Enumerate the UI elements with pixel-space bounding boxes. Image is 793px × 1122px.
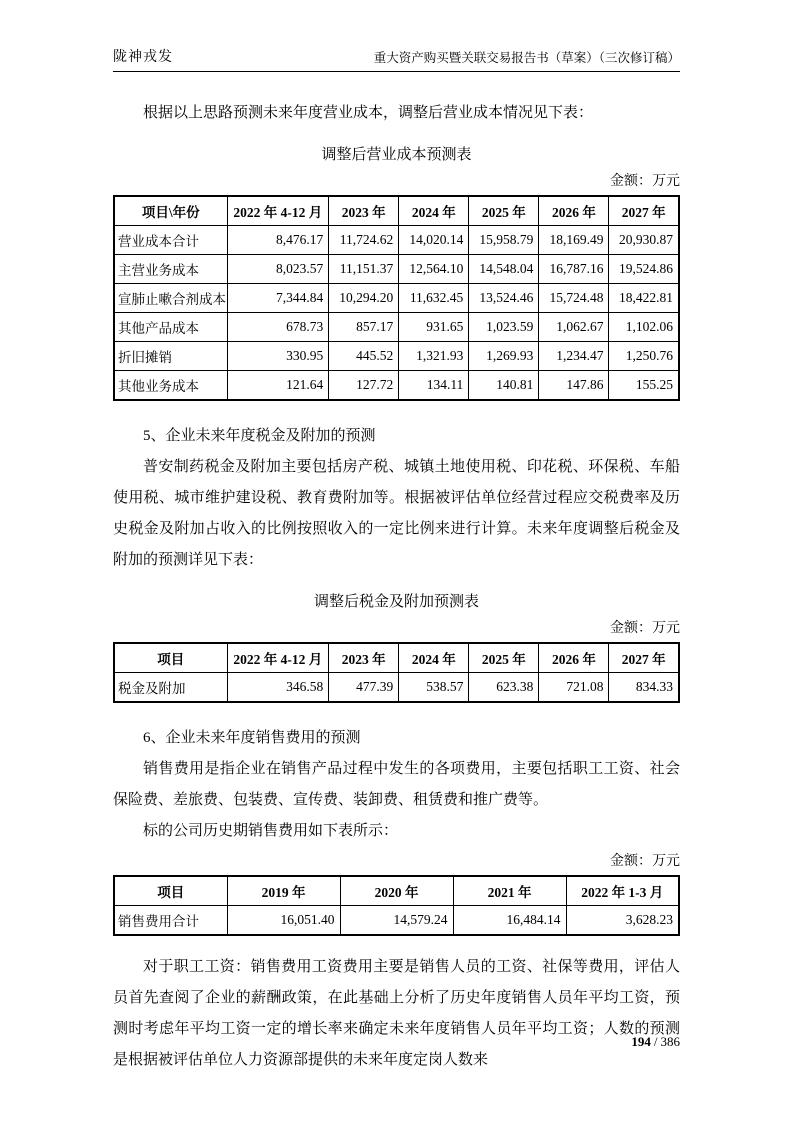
cell-value: 19,524.86 [609,255,679,284]
cell-value: 15,724.48 [539,284,609,313]
column-header: 2021 年 [453,876,566,906]
column-header: 项目\年份 [114,196,227,226]
historical-sales-expense-table [113,875,680,936]
closing-paragraph: 对于职工工资：销售费用工资费用主要是销售人员的工资、社保等费用，评估人员首先查阅了企业的薪酬政策，在此基础上分析了历史年度销售人员年平均工资，预测时考虑年平均工资一定的增长率来确定未来年度销售人员年平均工资；人数的预测是根据被评估单位人力资源部提供的未来年度定岗人数来 [113,959,680,1068]
column-header: 2027 年 [609,196,679,226]
table-row [114,284,679,313]
table-row [114,226,679,255]
section6-paragraph1: 销售费用是指企业在销售产品过程中发生的各项费用，主要包括职工工资、社会保险费、差旅费、包装费、宣传费、装卸费、租赁费和推广费等。 [113,761,680,808]
cell-value: 7,344.84 [227,284,329,313]
cell-value: 10,294.20 [329,284,399,313]
cell-value: 857.17 [329,313,399,342]
operating-cost-forecast-table [113,195,680,401]
cell-value: 11,151.37 [329,255,399,284]
cell-value: 140.81 [469,371,539,401]
cell-value: 1,102.06 [609,313,679,342]
cell-value: 1,234.47 [539,342,609,371]
cell-value: 20,930.87 [609,226,679,255]
column-header: 2020 年 [340,876,453,906]
cell-value: 721.08 [539,673,609,703]
row-label: 宣肺止嗽合剂成本 [114,284,227,313]
column-header: 2019 年 [227,876,340,906]
tax-table-title: 调整后税金及附加预测表 [313,594,479,610]
cell-value: 11,724.62 [329,226,399,255]
cell-value: 330.95 [227,342,329,371]
column-header: 2024 年 [399,196,469,226]
cell-value: 477.39 [329,673,399,703]
column-header: 2026 年 [539,196,609,226]
column-header: 2025 年 [469,196,539,226]
section5-paragraph: 普安制药税金及附加主要包括房产税、城镇土地使用税、印花税、环保税、车船使用税、城市维护建设税、教育费附加等。根据被评估单位经营过程应交税费率及历史税金及附加占收入的比例按照收入的一定比例来进行计算。未来年度调整后税金及附加的预测详见下表： [113,459,680,568]
table-header-row [114,196,679,226]
row-label: 主营业务成本 [114,255,227,284]
page-number [631,1034,680,1050]
cell-value: 134.11 [399,371,469,401]
table-row [114,342,679,371]
table-header-row [114,876,679,906]
cell-value: 16,484.14 [453,906,566,936]
cell-value: 15,958.79 [469,226,539,255]
column-header: 2026 年 [539,643,609,673]
column-header: 2025 年 [469,643,539,673]
cell-value: 3,628.23 [566,906,679,936]
column-header: 2024 年 [399,643,469,673]
cell-value: 18,422.81 [609,284,679,313]
column-header: 2022 年 4-12 月 [227,196,329,226]
cell-value: 445.52 [329,342,399,371]
column-header: 2023 年 [329,643,399,673]
cost-table-title: 调整后营业成本预测表 [321,147,472,163]
sales-table-unit-label: 金额：万元 [610,854,680,869]
cell-value: 11,632.45 [399,284,469,313]
cell-value: 931.65 [399,313,469,342]
cell-value: 14,548.04 [469,255,539,284]
cell-value: 1,062.67 [539,313,609,342]
cell-value: 538.57 [399,673,469,703]
row-label: 营业成本合计 [114,226,227,255]
row-label: 销售费用合计 [114,906,227,936]
cell-value: 12,564.10 [399,255,469,284]
cell-value: 18,169.49 [539,226,609,255]
header-company-name: 陇神戎发 [113,50,173,65]
row-label: 折旧摊销 [114,342,227,371]
cost-table-unit-label: 金额：万元 [610,174,680,189]
cell-value: 1,250.76 [609,342,679,371]
column-header: 2022 年 4-12 月 [227,643,329,673]
cell-value: 1,023.59 [469,313,539,342]
cell-value: 127.72 [329,371,399,401]
cell-value: 13,524.46 [469,284,539,313]
total-page-count: 386 [660,1034,680,1049]
column-header: 项目 [114,643,227,673]
table-row [114,673,679,703]
tax-table-unit-label: 金额：万元 [610,621,680,636]
row-label: 税金及附加 [114,673,227,703]
table-header-row [114,643,679,673]
table-row [114,371,679,401]
page-separator: / [653,1034,658,1049]
section5-heading: 5、企业未来年度税金及附加的预测 [143,428,376,444]
cell-value: 8,476.17 [227,226,329,255]
cell-value: 155.25 [609,371,679,401]
cell-value: 1,321.93 [399,342,469,371]
cell-value: 1,269.93 [469,342,539,371]
row-label: 其他产品成本 [114,313,227,342]
cell-value: 121.64 [227,371,329,401]
row-label: 其他业务成本 [114,371,227,401]
cell-value: 14,020.14 [399,226,469,255]
column-header: 2027 年 [609,643,679,673]
table-row [114,313,679,342]
header-document-title: 重大资产购买暨关联交易报告书（草案）（三次修订稿） [373,51,680,65]
table-row [114,906,679,936]
section6-paragraph2: 标的公司历史期销售费用如下表所示： [143,823,399,839]
column-header: 2022 年 1-3 月 [566,876,679,906]
cell-value: 16,787.16 [539,255,609,284]
section6-heading: 6、企业未来年度销售费用的预测 [143,730,361,746]
cell-value: 147.86 [539,371,609,401]
intro-paragraph: 根据以上思路预测未来年度营业成本，调整后营业成本情况见下表： [143,105,594,121]
table-row [114,255,679,284]
cell-value: 678.73 [227,313,329,342]
current-page-number: 194 [631,1034,651,1049]
cell-value: 8,023.57 [227,255,329,284]
tax-surcharge-forecast-table [113,642,680,703]
cell-value: 16,051.40 [227,906,340,936]
cell-value: 346.58 [227,673,329,703]
cell-value: 623.38 [469,673,539,703]
column-header: 2023 年 [329,196,399,226]
page-header [113,46,680,72]
cell-value: 834.33 [609,673,679,703]
column-header: 项目 [114,876,227,906]
cell-value: 14,579.24 [340,906,453,936]
